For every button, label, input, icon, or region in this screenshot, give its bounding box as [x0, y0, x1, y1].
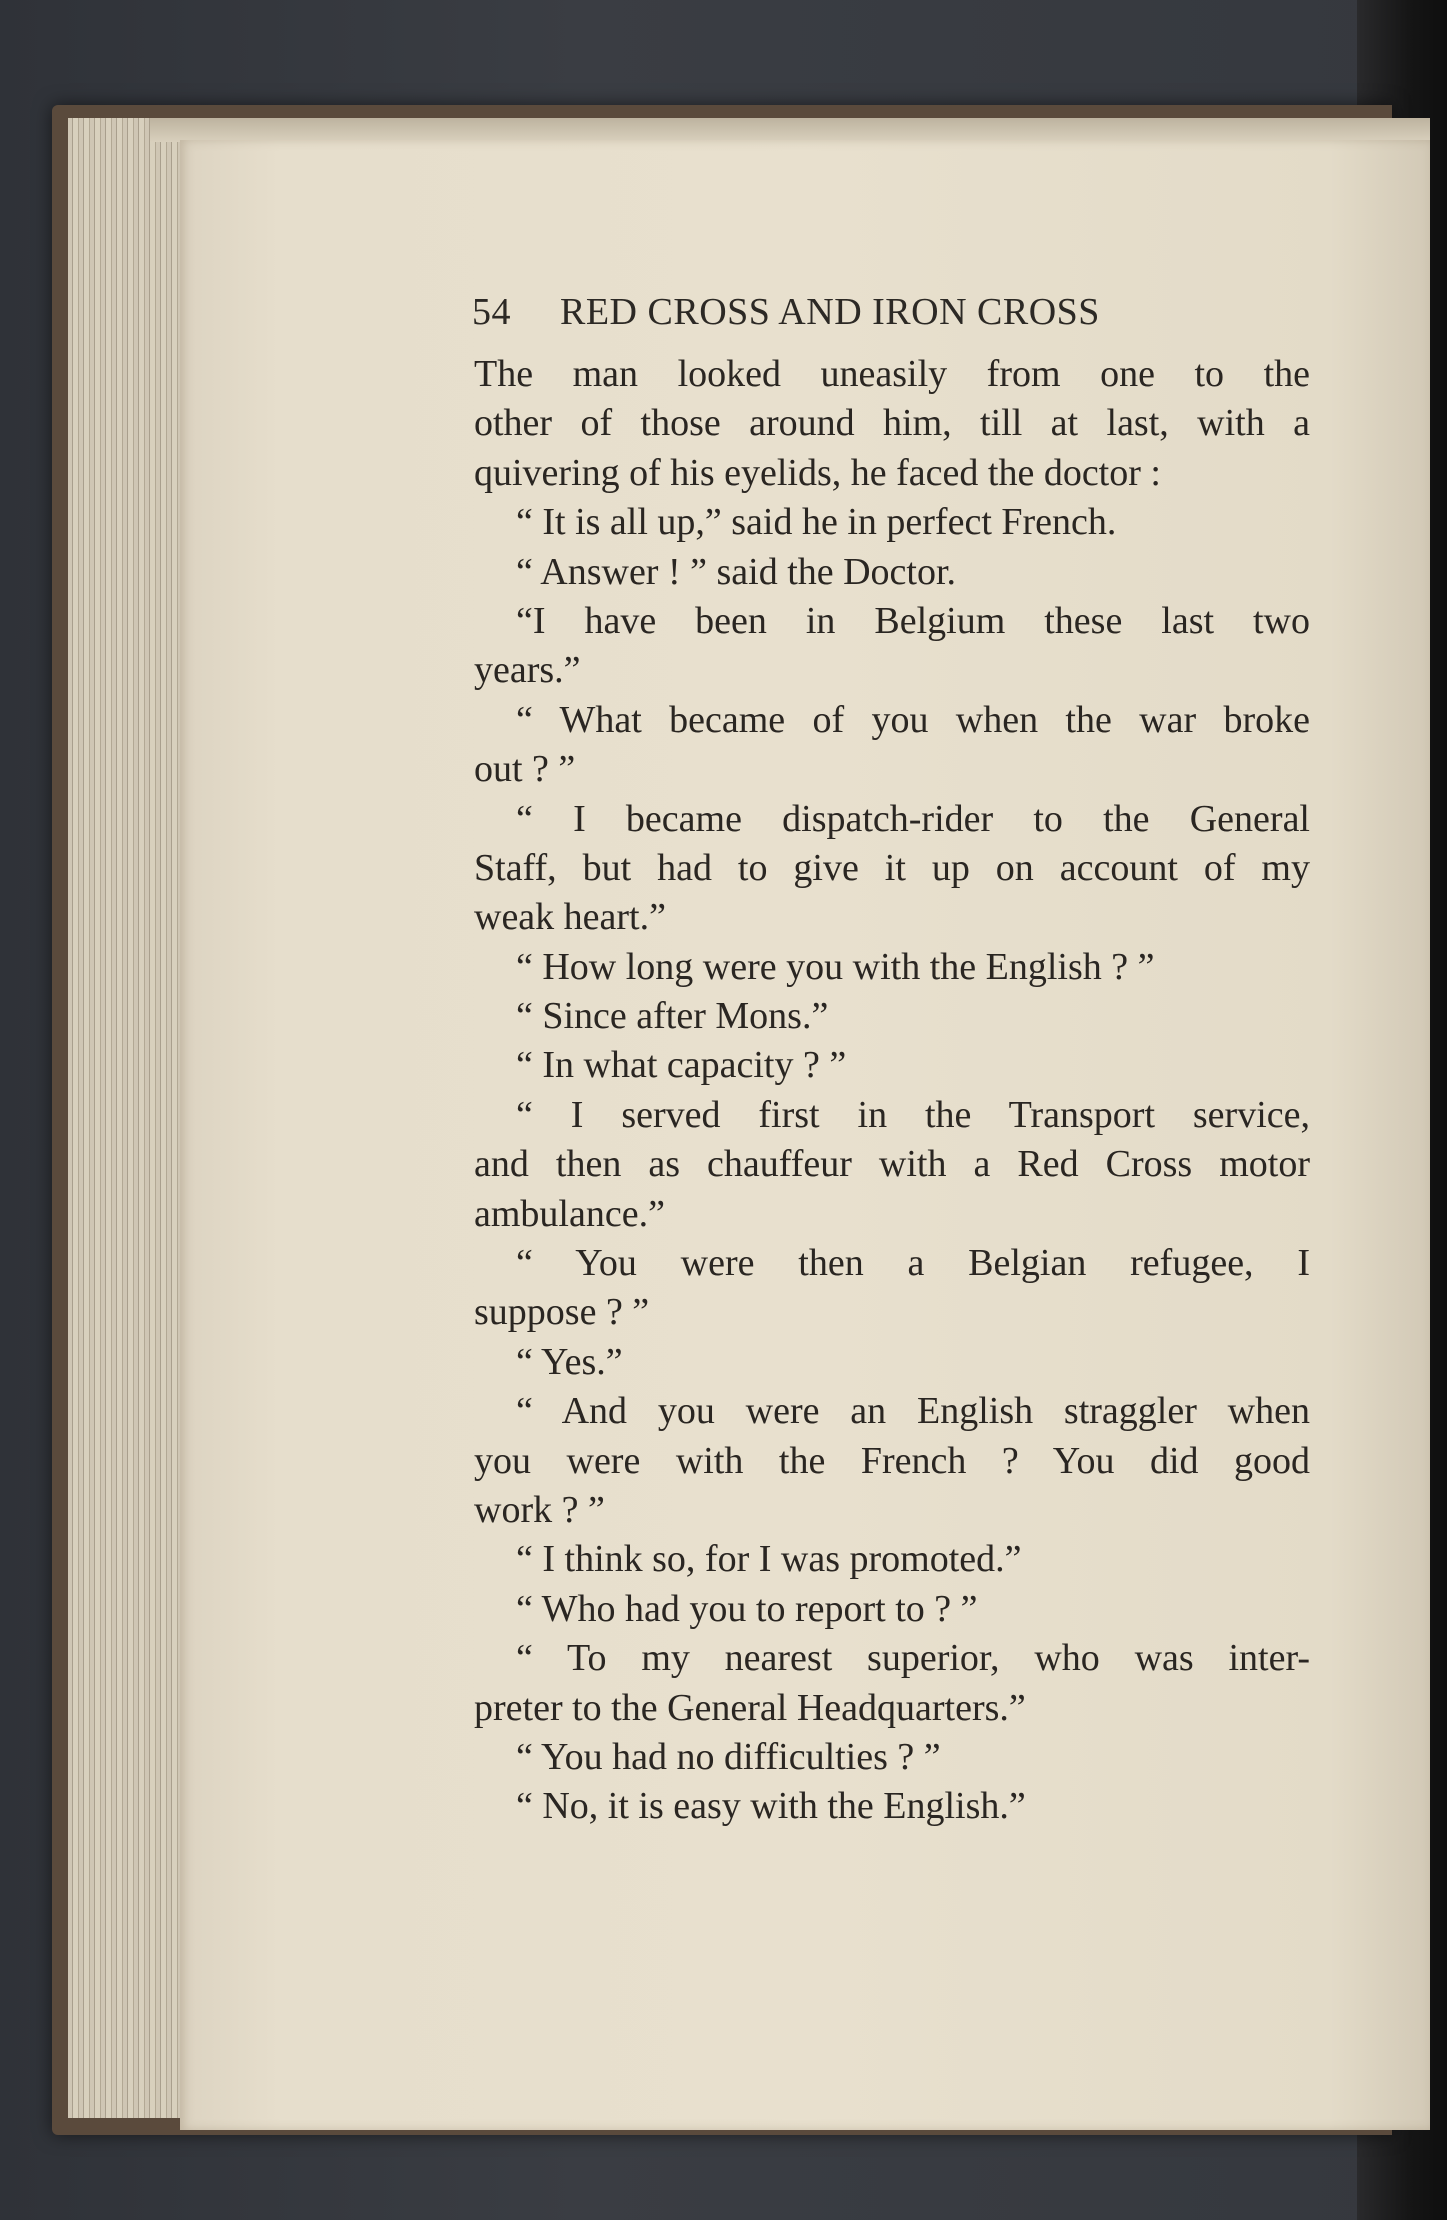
text-line: “ Yes.” — [516, 1340, 623, 1383]
text-line: The man looked uneasily from one to the — [474, 353, 1310, 395]
text-line: ambulance.” — [474, 1192, 665, 1235]
text-line: “ Since after Mons.” — [516, 995, 829, 1038]
text-line: out ? ” — [474, 748, 576, 791]
text-line: “I have been in Belgium these last two — [516, 599, 1310, 642]
text-line: work ? ” — [474, 1488, 605, 1531]
text-line: weak heart.” — [474, 896, 666, 939]
text-line: “ Answer ! ” said the Doctor. — [516, 550, 957, 593]
page-number: 54 — [472, 291, 511, 333]
text-line: preter to the General Headquarters.” — [474, 1686, 1026, 1729]
text-line: quivering of his eyelids, he faced the doctor : — [474, 451, 1161, 494]
text-line: Staff, but had to give it up on account of my — [474, 846, 1310, 889]
running-title: RED CROSS AND IRON CROSS — [560, 291, 1100, 333]
text-line: “ You were then a Belgian refugee, I — [516, 1242, 1310, 1285]
text-line: “ I became dispatch-rider to the General — [516, 797, 1310, 840]
text-line: “ It is all up,” said he in perfect French. — [516, 501, 1117, 544]
text-line: and then as chauffeur with a Red Cross motor — [474, 1143, 1310, 1186]
text-line: years.” — [474, 649, 581, 692]
text-line: “ I think so, for I was promoted.” — [516, 1538, 1022, 1581]
text-line: “ To my nearest superior, who was inter- — [516, 1637, 1310, 1680]
text-line: “ Who had you to report to ? ” — [516, 1587, 978, 1630]
text-line: “ And you were an English straggler when — [516, 1390, 1310, 1433]
running-head — [472, 290, 1322, 334]
body-text — [474, 350, 1310, 1832]
text-line: “ In what capacity ? ” — [516, 1044, 847, 1087]
text-line: “ You had no difficulties ? ” — [516, 1735, 941, 1778]
text-line: “ How long were you with the English ? ” — [516, 945, 1155, 988]
text-line: “ I served first in the Transport service, — [516, 1093, 1310, 1136]
text-line: you were with the French ? You did good — [474, 1439, 1310, 1482]
text-line: suppose ? ” — [474, 1291, 650, 1334]
text-line: other of those around him, till at last, with a — [474, 402, 1310, 445]
text-line: “ What became of you when the war broke — [516, 698, 1310, 741]
text-line: “ No, it is easy with the English.” — [516, 1785, 1026, 1828]
page-top-edge — [150, 118, 1430, 142]
